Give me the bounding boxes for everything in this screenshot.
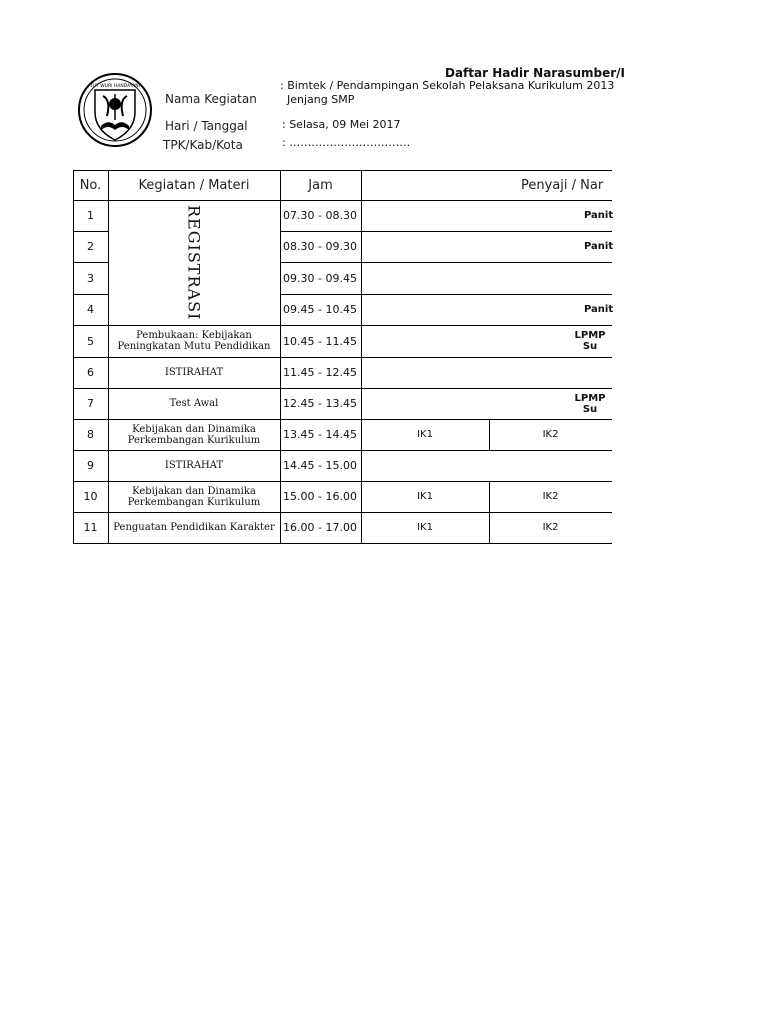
svg-text:TUT WURI HANDAYANI: TUT WURI HANDAYANI	[90, 84, 140, 89]
row-kegiatan: Test Awal	[169, 398, 219, 409]
row-jam: 13.45 - 14.45	[283, 428, 357, 441]
nama-kegiatan-value-line2: Jenjang SMP	[287, 93, 355, 106]
row-ik1: IK1	[417, 522, 433, 533]
row-number: 8	[87, 428, 94, 441]
row-number: 11	[83, 521, 98, 534]
schedule-table	[73, 170, 612, 544]
table-border-bottom	[73, 543, 612, 544]
row-jam: 08.30 - 09.30	[283, 240, 357, 253]
row-penyaji: Panit	[584, 241, 614, 252]
kegiatan-line-2: Perkembangan Kurikulum	[127, 434, 261, 446]
document-title: Daftar Hadir Narasumber/I	[445, 66, 625, 80]
tut-wuri-handayani-logo	[77, 72, 153, 148]
nama-kegiatan-label: Nama Kegiatan	[165, 92, 257, 106]
row-ik2: IK2	[542, 522, 559, 533]
row-number: 7	[87, 397, 94, 410]
tpk-kab-kota-value: : ……………………………	[282, 136, 411, 149]
row-jam: 14.45 - 15.00	[283, 459, 357, 472]
row-jam: 16.00 - 17.00	[283, 521, 357, 534]
nama-kegiatan-value: : Bimtek / Pendampingan Sekolah Pelaksana Kurikulum 2013	[280, 79, 615, 92]
row-jam: 09.30 - 09.45	[283, 271, 357, 285]
row-number: 2	[87, 240, 94, 253]
tpk-kab-kota-label: TPK/Kab/Kota	[163, 138, 243, 152]
kegiatan-line-2: Peningkatan Mutu Pendidikan	[117, 341, 271, 352]
row-kegiatan	[108, 481, 280, 512]
row-penyaji: LPMP Su	[574, 392, 606, 415]
row-jam: 07.30 - 08.30	[283, 209, 357, 222]
row-penyaji: Panit	[584, 304, 614, 315]
row-number: 1	[87, 209, 94, 222]
row-jam: 12.45 - 13.45	[283, 397, 357, 410]
row-jam: 11.45 - 12.45	[283, 366, 357, 379]
row-number: 5	[87, 334, 94, 348]
row-number: 3	[87, 271, 94, 285]
kegiatan-line-1: Pembukaan: Kebijakan	[136, 330, 252, 341]
row-number: 6	[87, 366, 94, 379]
row-ik1: IK1	[417, 429, 433, 440]
row-number: 4	[87, 303, 94, 316]
row-number: 9	[87, 459, 94, 472]
row-penyaji: Panit	[584, 210, 614, 221]
row-jam: 15.00 - 16.00	[283, 490, 357, 503]
header-no: No.	[79, 177, 102, 193]
kegiatan-line-1: Kebijakan dan Dinamika	[132, 485, 256, 497]
hari-tanggal-value: : Selasa, 09 Mei 2017	[282, 118, 401, 131]
row-ik2: IK2	[542, 491, 559, 502]
header-kegiatan: Kegiatan / Materi	[138, 177, 250, 193]
header-jam: Jam	[308, 177, 333, 193]
row-kegiatan: ISTIRAHAT	[164, 367, 224, 378]
hari-tanggal-label: Hari / Tanggal	[165, 119, 248, 133]
row-kegiatan: ISTIRAHAT	[164, 460, 224, 471]
header-penyaji: Penyaji / Nar	[521, 177, 604, 193]
row-ik2: IK2	[542, 429, 559, 440]
row-jam: 09.45 - 10.45	[283, 303, 357, 316]
kegiatan-line-1: Kebijakan dan Dinamika	[132, 423, 256, 435]
row-penyaji: LPMP Su	[574, 330, 606, 352]
row-kegiatan: Penguatan Pendidikan Karakter	[113, 522, 275, 533]
row-ik1: IK1	[417, 491, 433, 502]
row-number: 10	[83, 490, 98, 503]
kegiatan-line-2: Perkembangan Kurikulum	[127, 496, 261, 508]
row-jam: 10.45 - 11.45	[283, 334, 357, 348]
row-kegiatan	[108, 325, 280, 357]
registrasi-cell: REGISTRASI	[184, 204, 204, 321]
row-kegiatan	[108, 419, 280, 450]
